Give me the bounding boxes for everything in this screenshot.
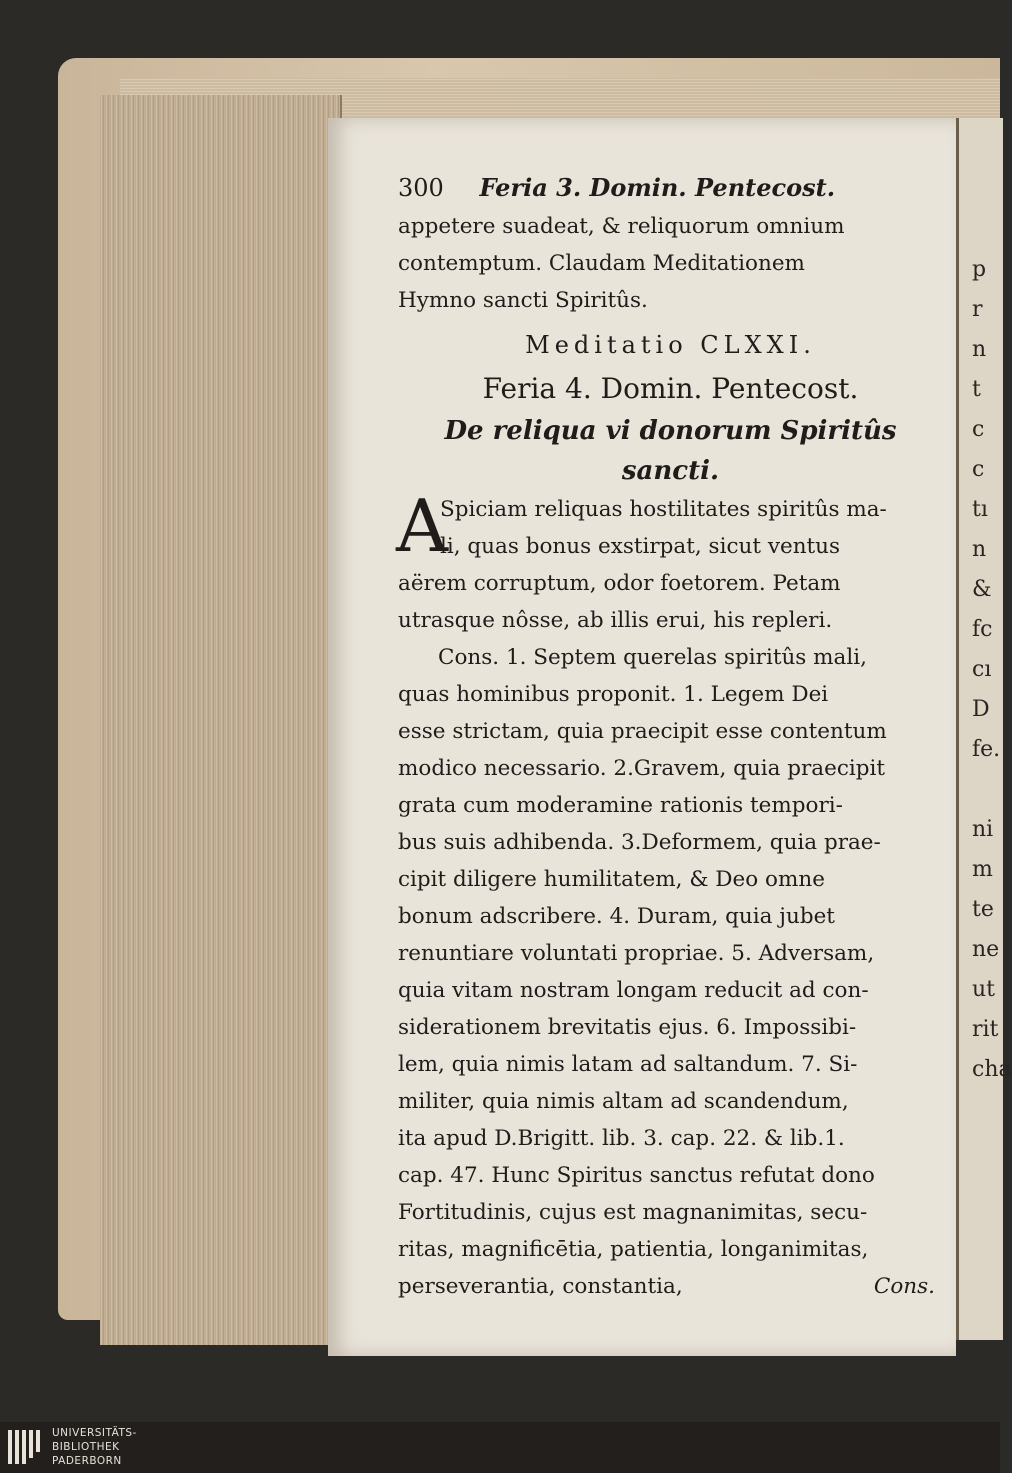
running-title: Feria 3. Domin. Pentecost.	[479, 173, 836, 202]
body-line: cap. 47. Hunc Spiritus sanctus refutat dono	[398, 1163, 875, 1188]
body-line: quas hominibus proponit. 1. Legem Dei	[398, 682, 829, 707]
page-number: 300	[398, 174, 444, 202]
facing-page-fragment: tı	[972, 497, 988, 522]
body-line: renuntiare voluntati propriae. 5. Adversam,	[398, 941, 875, 966]
meditation-heading: Meditatio CLXXI.	[525, 331, 816, 359]
running-header	[398, 168, 943, 208]
page-text	[398, 168, 943, 1305]
drop-cap: A	[396, 484, 448, 568]
body-line: siderationem brevitatis ejus. 6. Impossibi-	[398, 1015, 857, 1040]
catchword: Cons.	[873, 1274, 935, 1299]
facing-page-fragment: m	[972, 857, 993, 882]
facing-page-fragment: c	[972, 457, 985, 482]
last-line	[398, 1268, 943, 1305]
library-name-line: PADERBORN	[52, 1455, 122, 1467]
paragraph-line: aërem corruptum, odor foetorem. Petam	[398, 571, 841, 596]
intro-line: Hymno sancti Spiritûs.	[398, 288, 648, 313]
body-line: ita apud D.Brigitt. lib. 3. cap. 22. & lib.1.	[398, 1126, 845, 1151]
feria-heading: Feria 4. Domin. Pentecost.	[482, 372, 859, 405]
page-edges-fore	[100, 95, 342, 1345]
facing-page-fragment: ne	[972, 937, 1000, 962]
body-line: Fortitudinis, cujus est magnanimitas, secu-	[398, 1200, 868, 1225]
facing-page-fragment: c	[972, 417, 985, 442]
library-name-line: UNIVERSITÄTS-	[52, 1427, 137, 1439]
body-line: esse strictam, quia praecipit esse contentum	[398, 719, 887, 744]
facing-page-fragment: ut	[972, 977, 996, 1002]
library-name-line: BIBLIOTHEK	[52, 1441, 120, 1453]
facing-page-fragment: r	[972, 297, 983, 322]
intro-line: contemptum. Claudam Meditationem	[398, 251, 805, 276]
facing-page-fragment: &	[972, 577, 992, 602]
library-name	[52, 1426, 137, 1468]
subtitle-line: sancti.	[621, 456, 720, 486]
facing-page-fragment: ni	[972, 817, 994, 842]
consideration-paragraph	[398, 639, 943, 1305]
facing-page-fragment: fc	[972, 617, 993, 642]
facing-page-fragment: n	[972, 337, 987, 362]
body-line: grata cum moderamine rationis tempori-	[398, 793, 843, 818]
paragraph-line: utrasque nôsse, ab illis erui, his repleri.	[398, 608, 833, 633]
facing-page-fragment: t	[972, 377, 981, 402]
body-line: modico necessario. 2.Gravem, quia praecipit	[398, 756, 886, 781]
body-line: lem, quia nimis latam ad saltandum. 7. Si-	[398, 1052, 858, 1077]
library-logo-icon	[6, 1426, 46, 1468]
facing-page-fragment: D	[972, 697, 990, 722]
first-paragraph	[396, 484, 943, 639]
facing-page-fragment: p	[972, 257, 987, 282]
facing-page-fragment: rit	[972, 1017, 999, 1042]
body-line: bus suis adhibenda. 3.Deformem, quia prae-	[398, 830, 881, 855]
body-line: ritas, magnificētia, patientia, longanimitas,	[398, 1237, 869, 1262]
paragraph-line: li, quas bonus exstirpat, sicut ventus	[440, 534, 841, 559]
library-footer	[0, 1422, 1000, 1473]
facing-page-fragment: te	[972, 897, 994, 922]
subtitle-line: De reliqua vi donorum Spiritûs	[444, 416, 897, 446]
intro-line: appetere suadeat, & reliquorum omnium	[398, 214, 845, 239]
facing-page-fragment: cı	[972, 657, 992, 682]
body-line: militer, quia nimis altam ad scandendum,	[398, 1089, 849, 1114]
facing-page-text	[972, 250, 1012, 1090]
body-line: quia vitam nostram longam reducit ad con-	[398, 978, 869, 1003]
body-line: bonum adscribere. 4. Duram, quia jubet	[398, 904, 835, 929]
facing-page-fragment: n	[972, 537, 987, 562]
facing-page-fragment	[972, 770, 1000, 810]
body-line: perseverantia, constantia,	[398, 1274, 683, 1299]
body-line: Cons. 1. Septem querelas spiritûs mali,	[438, 645, 867, 670]
facing-page-fragment: cha	[972, 1057, 1012, 1082]
paragraph-line: Spiciam reliquas hostilitates spiritûs ma-	[440, 497, 887, 522]
facing-page-fragment: fe.	[972, 737, 1001, 762]
body-line: cipit diligere humilitatem, & Deo omne	[398, 867, 825, 892]
